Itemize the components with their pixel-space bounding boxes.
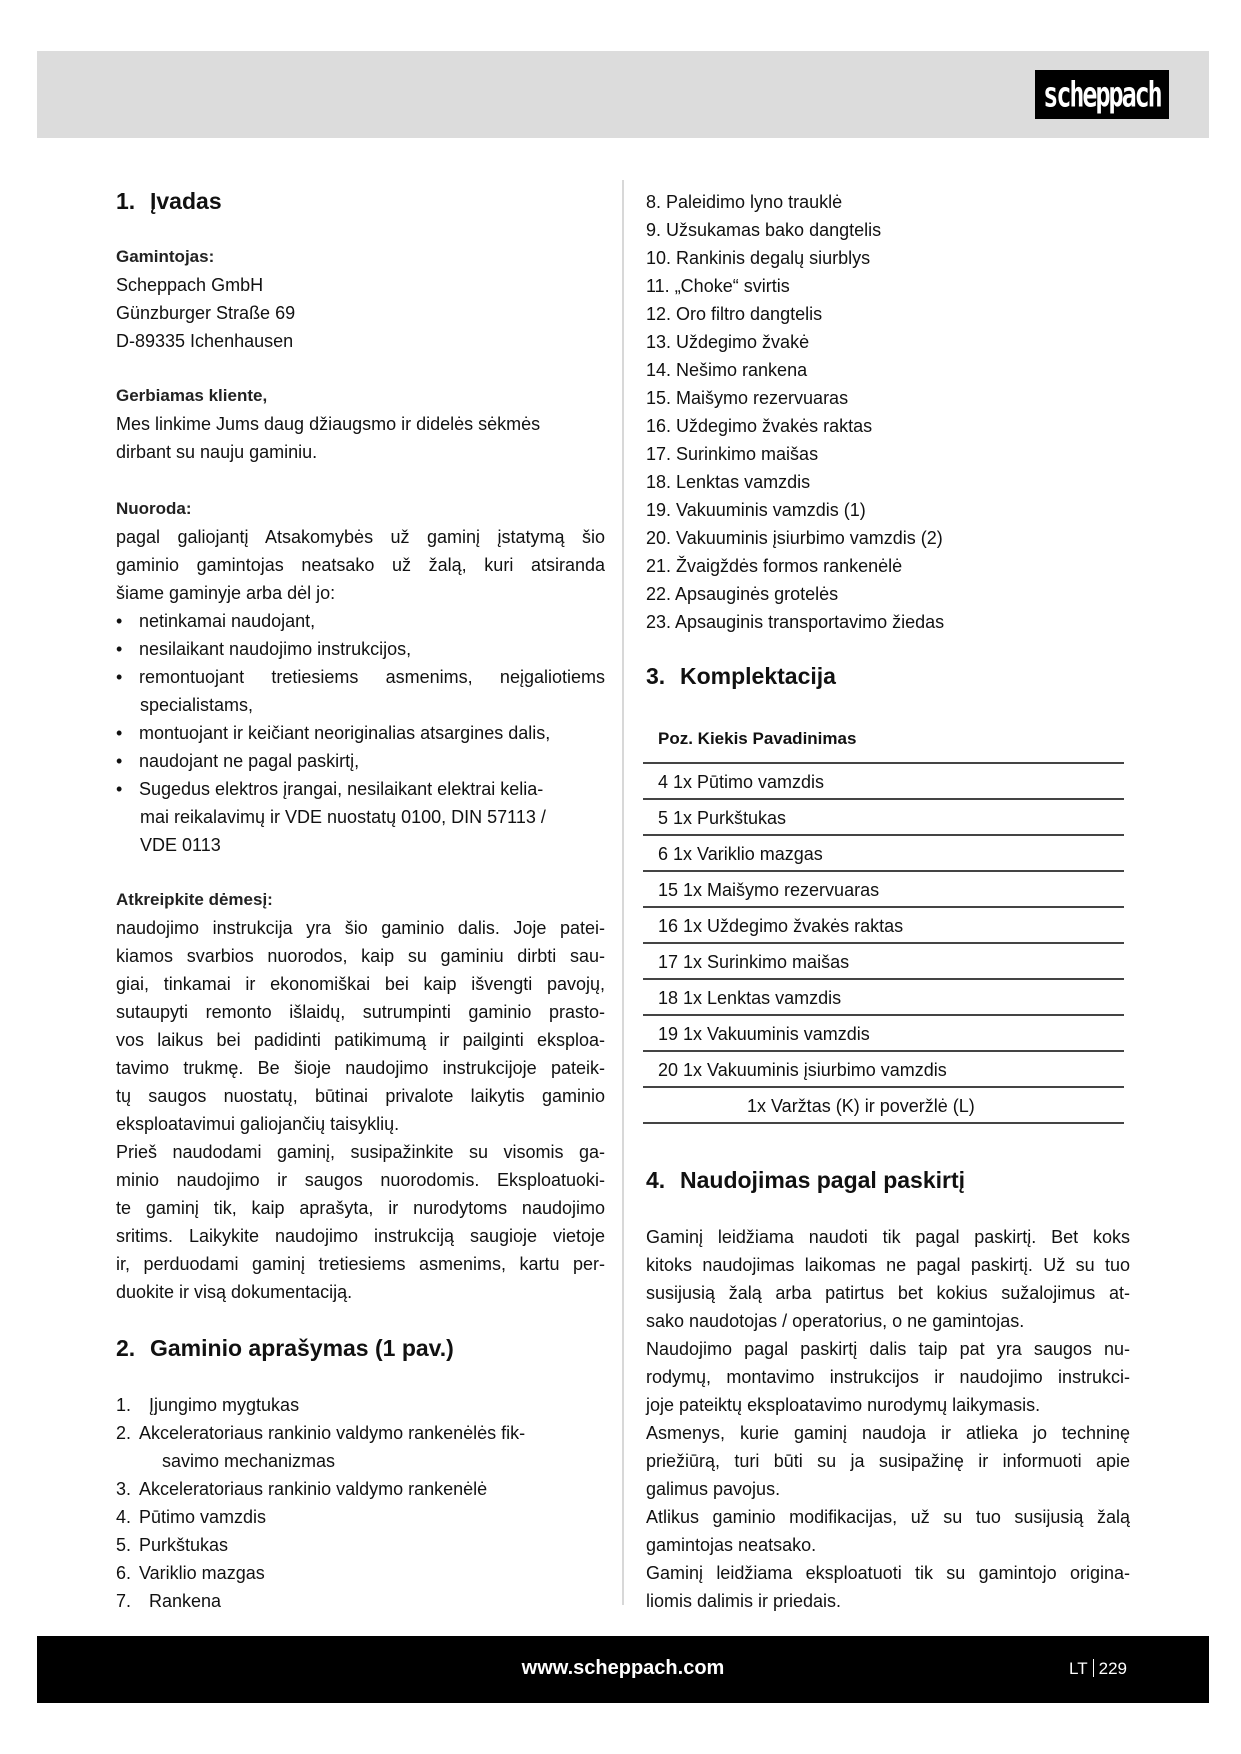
note-label: Nuoroda: (116, 499, 192, 518)
bullet-item (116, 775, 605, 803)
text-line: dirbant su nauju gaminiu. (116, 442, 318, 462)
attention-label: Atkreipkite dėmesį: (116, 890, 273, 909)
text-line: naudojimo instrukcija yra šio gaminio dalis. Joje patei- (116, 918, 605, 938)
intended-use-text (646, 1223, 1130, 1615)
text-line: 11. „Choke“ svirtis (646, 276, 790, 296)
column-divider (622, 180, 624, 1605)
bullet-item (116, 691, 605, 719)
item-text: Rankena (149, 1591, 222, 1611)
page-number: LT 229 (1069, 1659, 1127, 1678)
text-line: Naudojimo pagal paskirtį dalis taip pat yra saugos nu- (646, 1339, 1130, 1359)
bullet-icon (116, 831, 139, 859)
text-line: gaminio gamintojas neatsako už žalą, kuri atsiranda (116, 555, 605, 575)
item-text: Purkštukas (139, 1535, 229, 1555)
scheppach-logo: scheppach (1035, 70, 1169, 119)
parts-list-right (646, 188, 1130, 636)
text-line: joje pateiktų eksploatavimo nurodymų laikymasis. (646, 1395, 1041, 1415)
bullet-text: nesilaikant naudojimo instrukcijos, (139, 639, 412, 659)
bullet-text: specialistams, (140, 695, 254, 715)
note-block (116, 495, 605, 859)
table-row: 15 1x Maišymo rezervuaras (643, 872, 1124, 908)
text-line: sako naudotojas / operatorius, o ne gamintojas. (646, 1311, 1025, 1331)
text-line: D-89335 Ichenhausen (116, 331, 294, 351)
text-line: kitoks naudojimas laikomas ne pagal paskirtį. Už su tuo (646, 1255, 1130, 1275)
bullet-item (116, 719, 605, 747)
text-line: 22. Apsauginės grotelės (646, 584, 839, 604)
bullet-item (116, 747, 605, 775)
bullet-icon (116, 691, 139, 719)
text-line: šiame gaminyje arba dėl jo: (116, 583, 336, 603)
item-number: 6. (116, 1563, 132, 1583)
text-line: galimus pavojus. (646, 1479, 781, 1499)
bullet-icon: • (116, 611, 123, 631)
bullet-icon: • (116, 779, 123, 799)
bullet-icon: • (116, 667, 123, 687)
text-line: duokite ir visą dokumentaciją. (116, 1282, 353, 1302)
text-line: Gaminį leidžiama eksploatuoti tik su gamintojo origina- (646, 1563, 1130, 1583)
table-header: Poz. Kiekis Pavadinimas (643, 722, 1124, 764)
parts-list-item (116, 1391, 605, 1419)
item-text: Akceleratoriaus rankinio valdymo rankenėlė (139, 1479, 488, 1499)
text-line: 19. Vakuuminis vamzdis (1) (646, 500, 866, 520)
text-line: 15. Maišymo rezervuaras (646, 388, 849, 408)
table-row: 20 1x Vakuuminis įsiurbimo vamzdis (643, 1052, 1124, 1088)
text-line: 9. Užsukamas bako dangtelis (646, 220, 882, 240)
parts-list-item (116, 1587, 605, 1615)
bullet-item (116, 635, 605, 663)
text-line: Günzburger Straße 69 (116, 303, 296, 323)
text-line: Atlikus gaminio modifikacijas, už su tuo susijusią žalą (646, 1507, 1130, 1527)
text-line: pagal galiojantį Atsakomybės už gaminį įstatymą šio (116, 527, 605, 547)
item-number: 5. (116, 1535, 132, 1555)
text-line: sutaupyti remonto išlaidų, sutrumpinti gaminio prasto- (116, 1002, 605, 1022)
text-line: Prieš naudodami gaminį, susipažinkite su visomis ga- (116, 1142, 605, 1162)
parts-list-item (116, 1559, 605, 1587)
bullet-text: remontuojant tretiesiems asmenims, neįgaliotiems (139, 667, 605, 687)
text-line: 13. Uždegimo žvakė (646, 332, 810, 352)
bullet-item (116, 803, 605, 831)
section-3-heading: 3. Komplektacija (646, 663, 836, 689)
text-line: gamintojas neatsako. (646, 1535, 817, 1555)
item-number: 2. (116, 1423, 132, 1443)
item-text: savimo mechanizmas (162, 1451, 336, 1471)
bullet-text: mai reikalavimų ir VDE nuostatų 0100, DIN 57113 / (140, 807, 546, 827)
website-link[interactable]: www.scheppach.com (521, 1657, 725, 1679)
item-number: 4. (116, 1507, 132, 1527)
text-line: giai, tinkamai ir ekonomiškai bei kaip išvengti pavojų, (116, 974, 605, 994)
table-row: 19 1x Vakuuminis vamzdis (643, 1016, 1124, 1052)
page-footer (37, 1636, 1209, 1703)
text-line: rodymų, montavimo instrukcijos ir naudojimo instrukci- (646, 1367, 1130, 1387)
text-line: 16. Uždegimo žvakės raktas (646, 416, 873, 436)
text-line: 10. Rankinis degalų siurblys (646, 248, 871, 268)
text-line: 12. Oro filtro dangtelis (646, 304, 823, 324)
text-line: Mes linkime Jums daug džiaugsmo ir didelės sėkmės (116, 414, 541, 434)
text-line: eksploatavimui galiojančių taisyklių. (116, 1114, 400, 1134)
text-line: ir, perduodami gaminį tretiesiems asmenims, kartu per- (116, 1254, 605, 1274)
manufacturer-label: Gamintojas: (116, 247, 215, 266)
section-2-heading: 2. Gaminio aprašymas (1 pav.) (116, 1335, 454, 1361)
text-line: vos laikus bei padidinti patikimumą ir pailginti eksploa- (116, 1030, 605, 1050)
text-line: Scheppach GmbH (116, 275, 264, 295)
table-row: 4 1x Pūtimo vamzdis (643, 764, 1124, 800)
item-text: Variklio mazgas (139, 1563, 265, 1583)
bullet-icon: • (116, 723, 123, 743)
section-4-heading: 4. Naudojimas pagal paskirtį (646, 1167, 966, 1193)
table-row: 5 1x Purkštukas (643, 800, 1124, 836)
greeting-block (116, 382, 605, 466)
item-number: 3. (116, 1479, 132, 1499)
bullet-icon: • (116, 639, 123, 659)
bullet-item (116, 607, 605, 635)
text-line: sritims. Laikykite naudojimo instrukciją saugioje vietoje (116, 1226, 605, 1246)
page-header-band (37, 51, 1209, 138)
item-number: 7. (116, 1591, 132, 1611)
text-line: priežiūrą, turi būti su ja susipažinę ir informuoti apie (646, 1451, 1130, 1471)
bullet-text: montuojant ir keičiant neoriginalias atsargines dalis, (139, 723, 551, 743)
item-text: Įjungimo mygtukas (149, 1395, 300, 1415)
parts-list-item (116, 1447, 605, 1475)
item-number (116, 1447, 139, 1475)
text-line: Gaminį leidžiama naudoti tik pagal paskirtį. Bet koks (646, 1227, 1130, 1247)
bullet-icon: • (116, 751, 123, 771)
text-line: te gaminį tik, kaip aprašyta, ir nurodytoms naudojimo (116, 1198, 605, 1218)
bullet-text: naudojant ne pagal paskirtį, (139, 751, 360, 771)
text-line: 20. Vakuuminis įsiurbimo vamzdis (2) (646, 528, 943, 548)
bullet-text: netinkamai naudojant, (139, 611, 316, 631)
text-line: tų saugos nuostatų, būtinai privalote laikytis gaminio (116, 1086, 605, 1106)
bullet-item (116, 831, 605, 859)
parts-list-left (116, 1391, 605, 1615)
text-line: 21. Žvaigždės formos rankenėlė (646, 556, 903, 576)
text-line: 23. Apsauginis transportavimo žiedas (646, 612, 945, 632)
text-line: 18. Lenktas vamzdis (646, 472, 811, 492)
item-text: Pūtimo vamzdis (139, 1507, 267, 1527)
parts-list-item (116, 1531, 605, 1559)
text-line: susijusią žalą arba patirtus bet kokius sužalojimus at- (646, 1283, 1130, 1303)
parts-list-item (116, 1475, 605, 1503)
table-row: 1x Varžtas (K) ir poveržlė (L) (643, 1088, 1124, 1124)
parts-list-item (116, 1419, 605, 1447)
text-line: tavimo trukmę. Be šioje naudojimo instrukcijoje pateik- (116, 1058, 605, 1078)
item-number: 1. (116, 1395, 132, 1415)
bullet-icon (116, 803, 139, 831)
parts-list-item (116, 1503, 605, 1531)
table-row: 17 1x Surinkimo maišas (643, 944, 1124, 980)
text-line: liomis dalimis ir priedais. (646, 1591, 842, 1611)
text-line: kiamos svarbios nuorodos, kaip su gaminiu dirbti sau- (116, 946, 605, 966)
bullet-text: VDE 0113 (140, 835, 221, 855)
section-1-heading: 1. Įvadas (116, 188, 222, 214)
bullet-item (116, 663, 605, 691)
text-line: 14. Nešimo rankena (646, 360, 808, 380)
text-line: minio naudojimo ir saugos nuorodomis. Eksploatuoki- (116, 1170, 605, 1190)
text-line: 8. Paleidimo lyno trauklė (646, 192, 843, 212)
text-line: 17. Surinkimo maišas (646, 444, 819, 464)
greeting-label: Gerbiamas kliente, (116, 386, 268, 405)
item-text: Akceleratoriaus rankinio valdymo rankenėlės fik- (139, 1423, 526, 1443)
table-row: 6 1x Variklio mazgas (643, 836, 1124, 872)
manufacturer-block (116, 243, 605, 355)
text-line: Asmenys, kurie gaminį naudoja ir atlieka jo techninę (646, 1423, 1130, 1443)
bullet-text: Sugedus elektros įrangai, nesilaikant elektrai kelia- (139, 779, 544, 799)
table-row: 18 1x Lenktas vamzdis (643, 980, 1124, 1016)
attention-block (116, 886, 605, 1306)
contents-table (643, 722, 1124, 1124)
table-row: 16 1x Uždegimo žvakės raktas (643, 908, 1124, 944)
